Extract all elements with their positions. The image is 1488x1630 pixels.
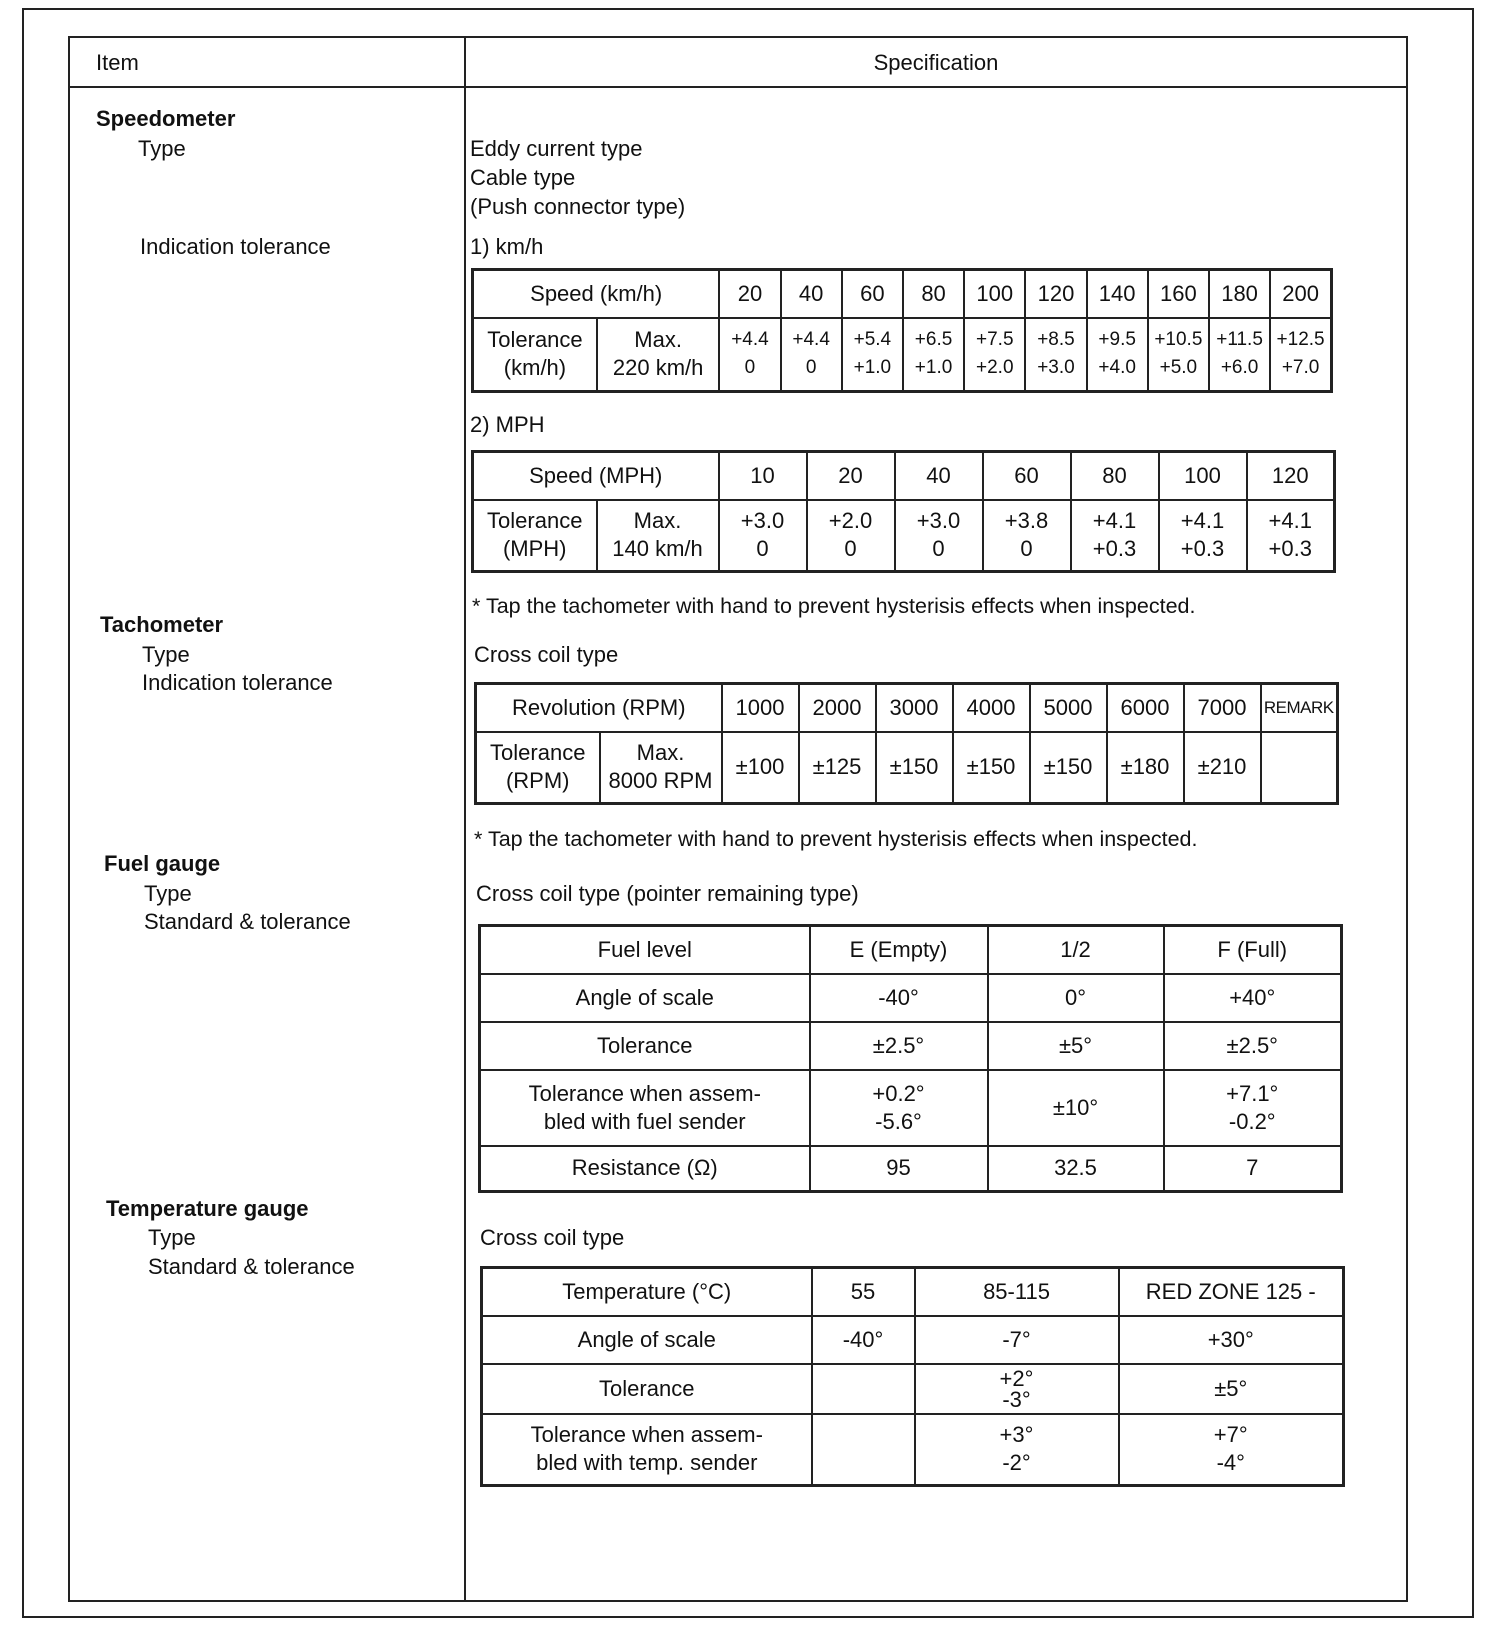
fuel-level-header: Fuel level — [480, 926, 810, 974]
fuel-assembled-full: +7.1° -0.2° — [1164, 1070, 1342, 1146]
rpm-tolerance: ±125 — [799, 732, 876, 804]
tachometer-title: Tachometer — [100, 612, 224, 637]
fuel-resistance-label: Resistance (Ω) — [480, 1146, 810, 1192]
kmh-tolerance-label: Tolerance (km/h) — [473, 318, 597, 392]
kmh-tolerance: +10.5 +5.0 — [1148, 318, 1209, 392]
temp-angle-low: -40° — [812, 1316, 915, 1364]
speedometer-title: Speedometer — [96, 106, 236, 131]
temp-assembled-red: +7° -4° — [1119, 1414, 1344, 1486]
tachometer-indication-label: Indication tolerance — [142, 670, 333, 695]
mph-speed-header: Speed (MPH) — [473, 452, 719, 500]
rev-value: 3000 — [876, 684, 953, 732]
rpm-tolerance: ±180 — [1107, 732, 1184, 804]
rev-value: 2000 — [799, 684, 876, 732]
kmh-max: Max. 220 km/h — [597, 318, 719, 392]
fuel-angle-empty: -40° — [810, 974, 988, 1022]
header-divider — [70, 86, 1406, 88]
temperature-header: Temperature (°C) — [482, 1268, 812, 1316]
remark-header: REMARK — [1261, 684, 1338, 732]
kmh-tolerance-table — [471, 268, 1333, 393]
rpm-tolerance: ±150 — [1030, 732, 1107, 804]
mph-max: Max. 140 km/h — [597, 500, 719, 572]
fuel-gauge-standard-label: Standard & tolerance — [144, 909, 351, 934]
fuel-gauge-table — [478, 924, 1343, 1193]
mph-tolerance: +4.1 +0.3 — [1247, 500, 1335, 572]
rpm-tolerance: ±150 — [953, 732, 1030, 804]
fuel-full-header: F (Full) — [1164, 926, 1342, 974]
temp-tolerance-low — [812, 1364, 915, 1414]
fuel-resistance-empty: 95 — [810, 1146, 988, 1192]
kmh-tolerance: +6.5 +1.0 — [903, 318, 964, 392]
kmh-speed: 60 — [842, 270, 903, 318]
mph-speed: 20 — [807, 452, 895, 500]
fuel-resistance-full: 7 — [1164, 1146, 1342, 1192]
column-divider — [464, 38, 466, 1600]
rpm-tolerance: ±150 — [876, 732, 953, 804]
fuel-gauge-type-label: Type — [144, 881, 192, 906]
temp-tolerance-red: ±5° — [1119, 1364, 1344, 1414]
fuel-tolerance-empty: ±2.5° — [810, 1022, 988, 1070]
kmh-speed: 160 — [1148, 270, 1209, 318]
temperature-gauge-title: Temperature gauge — [106, 1196, 309, 1221]
speedometer-type-3: (Push connector type) — [470, 194, 686, 219]
fuel-tolerance-full: ±2.5° — [1164, 1022, 1342, 1070]
kmh-tolerance: +5.4 +1.0 — [842, 318, 903, 392]
kmh-speed: 20 — [719, 270, 780, 318]
speedometer-type-2: Cable type — [470, 165, 576, 190]
temp-assembled-low — [812, 1414, 915, 1486]
mph-speed: 10 — [719, 452, 807, 500]
mph-tolerance-table — [471, 450, 1336, 573]
fuel-assembled-half: ±10° — [988, 1070, 1164, 1146]
kmh-speed: 40 — [781, 270, 842, 318]
tachometer-note: * Tap the tachometer with hand to prevent hysterisis effects when inspected. — [474, 827, 1198, 851]
mph-tolerance: +4.1 +0.3 — [1159, 500, 1247, 572]
mph-tolerance: +3.0 0 — [895, 500, 983, 572]
temp-assembled-label: Tolerance when assem- bled with temp. sender — [482, 1414, 812, 1486]
fuel-angle-full: +40° — [1164, 974, 1342, 1022]
mph-tolerance-label: Tolerance (MPH) — [473, 500, 597, 572]
mph-tolerance: +3.8 0 — [983, 500, 1071, 572]
fuel-empty-header: E (Empty) — [810, 926, 988, 974]
rpm-tolerance: ±100 — [722, 732, 799, 804]
kmh-tolerance: +7.5 +2.0 — [964, 318, 1025, 392]
tachometer-type-label: Type — [142, 642, 190, 667]
temp-angle-red: +30° — [1119, 1316, 1344, 1364]
fuel-resistance-half: 32.5 — [988, 1146, 1164, 1192]
temperature-normal-header: 85-115 — [915, 1268, 1119, 1316]
spec-table — [68, 36, 1408, 1602]
kmh-speed: 140 — [1087, 270, 1148, 318]
temperature-gauge-standard-label: Standard & tolerance — [148, 1254, 355, 1279]
kmh-tolerance: +4.4 0 — [719, 318, 780, 392]
mph-tolerance: +2.0 0 — [807, 500, 895, 572]
header-specification: Specification — [873, 50, 999, 75]
fuel-tolerance-half: ±5° — [988, 1022, 1164, 1070]
tachometer-type: Cross coil type — [474, 642, 619, 667]
rev-value: 6000 — [1107, 684, 1184, 732]
kmh-speed: 100 — [964, 270, 1025, 318]
kmh-tolerance: +8.5 +3.0 — [1025, 318, 1086, 392]
kmh-speed: 200 — [1270, 270, 1331, 318]
mph-speed: 60 — [983, 452, 1071, 500]
rpm-tolerance-label: Tolerance (RPM) — [476, 732, 600, 804]
temperature-gauge-type: Cross coil type — [480, 1225, 625, 1250]
mph-tolerance: +4.1 +0.3 — [1071, 500, 1159, 572]
speedometer-note: * Tap the tachometer with hand to prevent hysterisis effects when inspected. — [472, 594, 1196, 618]
speedometer-type-label: Type — [138, 136, 186, 161]
remark-cell — [1261, 732, 1338, 804]
speedometer-indication-label: Indication tolerance — [140, 234, 331, 259]
mph-speed: 100 — [1159, 452, 1247, 500]
fuel-assembled-empty: +0.2° -5.6° — [810, 1070, 988, 1146]
mph-speed: 40 — [895, 452, 983, 500]
temperature-gauge-table — [480, 1266, 1345, 1487]
rev-value: 4000 — [953, 684, 1030, 732]
fuel-angle-label: Angle of scale — [480, 974, 810, 1022]
temp-angle-normal: -7° — [915, 1316, 1119, 1364]
rpm-max: Max. 8000 RPM — [600, 732, 722, 804]
temperature-gauge-type-label: Type — [148, 1225, 196, 1250]
header-item: Item — [96, 50, 139, 75]
fuel-half-header: 1/2 — [988, 926, 1164, 974]
rpm-tolerance: ±210 — [1184, 732, 1261, 804]
kmh-speed-header: Speed (km/h) — [473, 270, 720, 318]
kmh-tolerance: +11.5 +6.0 — [1209, 318, 1270, 392]
kmh-tolerance: +12.5 +7.0 — [1270, 318, 1331, 392]
temp-angle-label: Angle of scale — [482, 1316, 812, 1364]
kmh-speed: 80 — [903, 270, 964, 318]
rev-value: 7000 — [1184, 684, 1261, 732]
temperature-low-header: 55 — [812, 1268, 915, 1316]
mph-label: 2) MPH — [470, 412, 545, 437]
temp-tolerance-normal: +2° -3° — [915, 1364, 1119, 1414]
temperature-red-zone-header: RED ZONE 125 - — [1119, 1268, 1344, 1316]
tachometer-tolerance-table — [474, 682, 1339, 805]
rev-value: 5000 — [1030, 684, 1107, 732]
temp-tolerance-label: Tolerance — [482, 1364, 812, 1414]
temp-assembled-normal: +3° -2° — [915, 1414, 1119, 1486]
rev-header: Revolution (RPM) — [476, 684, 722, 732]
mph-speed: 120 — [1247, 452, 1335, 500]
mph-speed: 80 — [1071, 452, 1159, 500]
mph-tolerance: +3.0 0 — [719, 500, 807, 572]
kmh-speed: 180 — [1209, 270, 1270, 318]
rev-value: 1000 — [722, 684, 799, 732]
kmh-tolerance: +9.5 +4.0 — [1087, 318, 1148, 392]
kmh-speed: 120 — [1025, 270, 1086, 318]
fuel-gauge-type: Cross coil type (pointer remaining type) — [476, 881, 859, 906]
speedometer-type-1: Eddy current type — [470, 136, 643, 161]
kmh-tolerance: +4.4 0 — [781, 318, 842, 392]
kmh-label: 1) km/h — [470, 234, 544, 259]
fuel-assembled-label: Tolerance when assem- bled with fuel sender — [480, 1070, 810, 1146]
fuel-tolerance-label: Tolerance — [480, 1022, 810, 1070]
fuel-gauge-title: Fuel gauge — [104, 851, 221, 876]
fuel-angle-half: 0° — [988, 974, 1164, 1022]
